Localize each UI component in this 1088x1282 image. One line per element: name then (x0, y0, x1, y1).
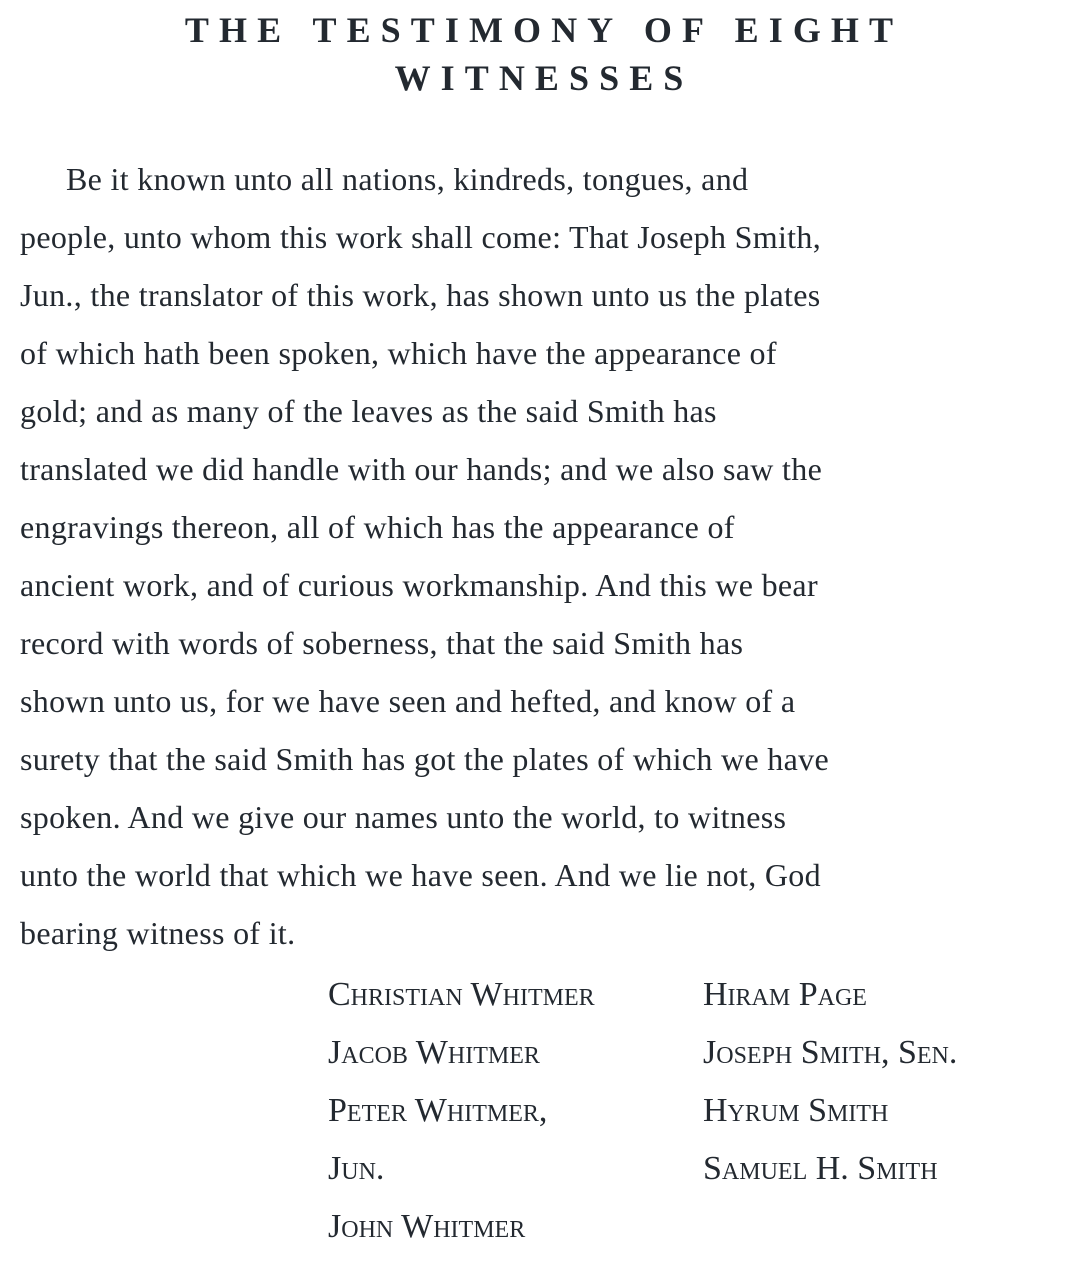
witness-name: Hyrum Smith (703, 1092, 889, 1129)
page-title: THE TESTIMONY OF EIGHT WITNESSES (184, 10, 904, 98)
witness-name: Jun. (328, 1150, 385, 1187)
body-text-line: gold; and as many of the leaves as the said Smith has (20, 393, 717, 429)
witness-signature-block (328, 966, 1068, 1256)
body-text-line: Be it known unto all nations, kindreds, tongues, and (66, 161, 749, 197)
body-text-line: engravings thereon, all of which has the appearance of (20, 509, 735, 545)
body-text-line: of which hath been spoken, which have the appearance of (20, 335, 777, 371)
body-text-line: ancient work, and of curious workmanship. And this we bear (20, 567, 818, 603)
body-text-line: Jun., the translator of this work, has shown unto us the plates (20, 277, 821, 313)
body-text-line: people, unto whom this work shall come: That Joseph Smith, (20, 219, 822, 255)
body-text-line: surety that the said Smith has got the plates of which we have (20, 741, 829, 777)
witness-name: John Whitmer (328, 1208, 526, 1245)
witness-name: Christian Whitmer (328, 976, 595, 1013)
body-text-line: translated we did handle with our hands; and we also saw the (20, 451, 823, 487)
witness-name: Peter Whitmer, (328, 1092, 548, 1129)
body-text-line: shown unto us, for we have seen and hefted, and know of a (20, 683, 796, 719)
testimony-paragraph (20, 150, 1068, 962)
witness-column-right (703, 966, 957, 1256)
body-text-line: unto the world that which we have seen. And we lie not, God (20, 857, 821, 893)
witness-name: Hiram Page (703, 976, 867, 1013)
body-text-line: spoken. And we give our names unto the world, to witness (20, 799, 787, 835)
body-text-line: bearing witness of it. (20, 915, 296, 951)
witness-name: Jacob Whitmer (328, 1034, 540, 1071)
witness-name: Samuel H. Smith (703, 1150, 938, 1187)
body-text-line: record with words of soberness, that the said Smith has (20, 625, 744, 661)
witness-column-left (328, 966, 703, 1256)
witness-name: Joseph Smith, Sen. (703, 1034, 958, 1071)
